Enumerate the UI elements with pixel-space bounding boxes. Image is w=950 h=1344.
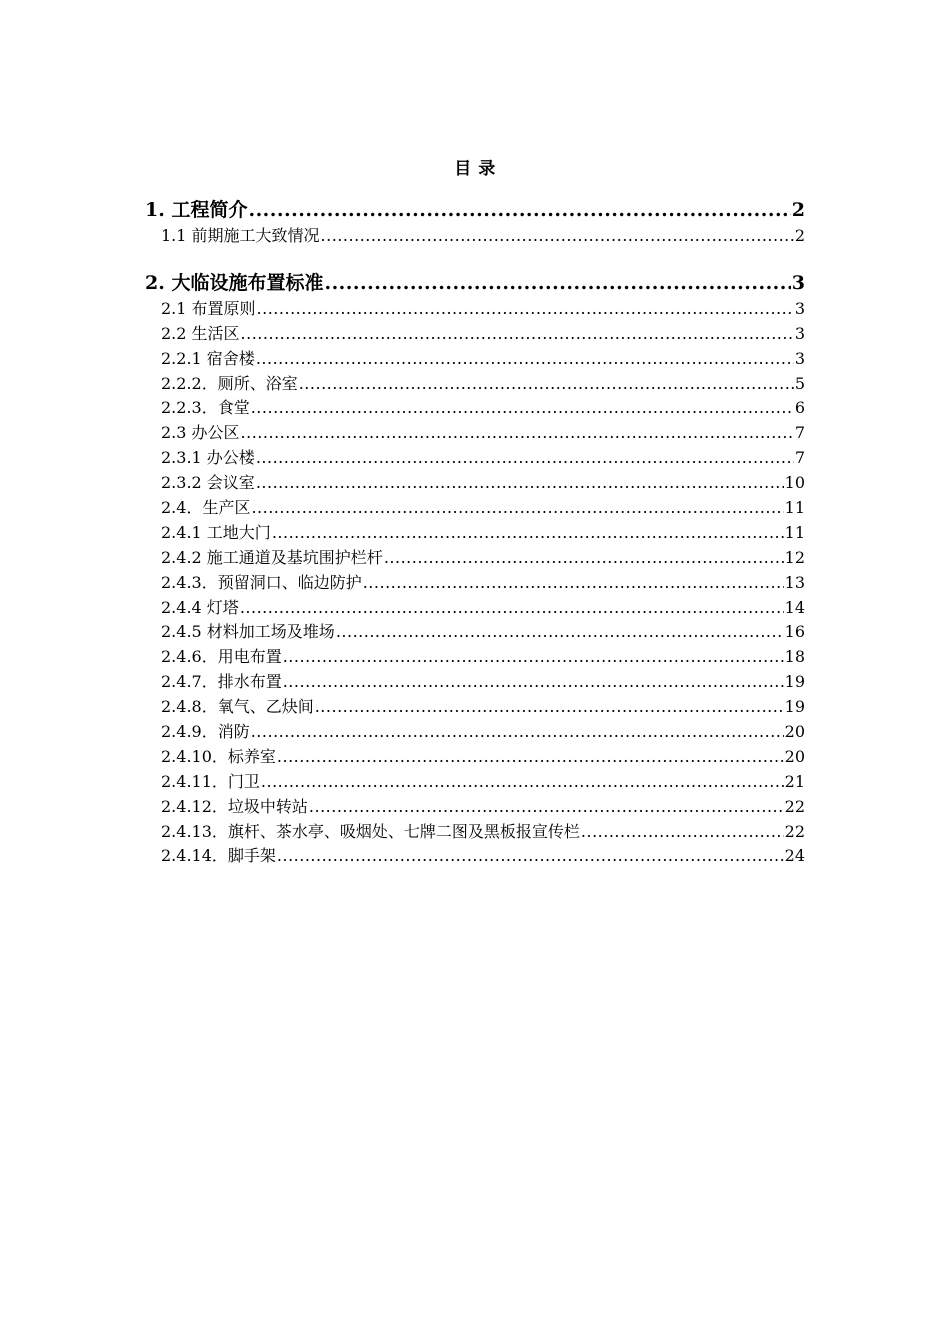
toc-entry-label: 2.2.1 宿舍楼 [161,348,255,368]
toc-page-number: 6 [794,398,805,418]
toc-page-number: 5 [794,373,805,393]
toc-entry-label: 2.4.12．垃圾中转站 [161,796,308,816]
toc-title: 目 录 [454,159,496,179]
toc-section-entry[interactable] [145,196,805,224]
dot-leader [581,820,784,845]
dot-leader [256,347,794,372]
toc-subsection-entry[interactable] [145,421,805,446]
toc-entry-label: 2.4.2 施工通道及基坑围护栏杆 [161,547,383,567]
toc-page-number: 19 [784,697,805,717]
toc-entry-label: 2.3.1 办公楼 [161,448,255,468]
dot-leader [251,496,783,521]
dot-leader [384,546,784,571]
dot-leader [336,620,784,645]
toc-entry-label: 2.2.2．厕所、浴室 [161,373,298,393]
toc-entry-label: 2.4.4 灯塔 [161,597,239,617]
toc-subsection-entry[interactable] [145,795,805,820]
toc-page-number: 16 [784,622,805,642]
toc-section-entry[interactable] [145,269,805,297]
toc-subsection-entry[interactable] [145,496,805,521]
dot-leader [363,571,784,596]
toc-page-number: 3 [794,323,805,343]
toc-subsection-entry[interactable] [145,670,805,695]
toc-subsection-entry[interactable] [145,297,805,322]
toc-page-number: 2 [794,226,805,245]
toc-subsection-entry[interactable] [145,471,805,496]
toc-entry-label: 2.1 布置原则 [161,298,256,318]
toc-page-number: 10 [784,473,805,493]
toc-page-number: 24 [784,846,805,866]
toc-page-number: 3 [794,298,805,318]
toc-entry-label: 1. 工程简介 [145,199,248,221]
dot-leader [261,770,784,795]
toc-page-number: 7 [794,448,805,468]
dot-leader [324,269,790,297]
toc-page-number: 7 [794,423,805,443]
toc-subsection-entry[interactable] [145,745,805,770]
toc-subsection-entry[interactable] [145,596,805,621]
toc-subsection-entry[interactable] [145,322,805,347]
toc-entry-label: 2.3 办公区 [161,423,240,443]
toc-subsection-entry[interactable] [145,446,805,471]
dot-leader [277,745,784,770]
toc-page-number: 18 [784,647,805,667]
toc-subsection-entry[interactable] [145,645,805,670]
dot-leader [251,396,794,421]
dot-leader [277,844,784,869]
toc-page-number: 11 [784,522,805,542]
toc-entry-label: 2. 大临设施布置标准 [145,271,324,294]
toc-entry-label: 2.3.2 会议室 [161,473,255,493]
toc-page-number: 20 [784,722,805,742]
dot-leader [241,322,794,347]
dot-leader [241,421,794,446]
toc-subsection-entry[interactable] [145,770,805,795]
toc-page-number: 22 [784,821,805,841]
toc-subsection-entry[interactable] [145,571,805,596]
toc-entry-label: 2.2.3．食堂 [161,398,250,418]
dot-leader [240,596,784,621]
toc-entry-label: 2.2 生活区 [161,323,240,343]
toc-subsection-entry[interactable] [145,620,805,645]
dot-leader [283,670,784,695]
toc-subsection-entry[interactable] [145,396,805,421]
dot-leader [309,795,784,820]
toc-subsection-entry[interactable] [145,820,805,845]
toc-page-number: 21 [784,771,805,791]
toc-page-number: 20 [784,746,805,766]
toc-page-number: 11 [784,498,805,518]
dot-leader [272,521,784,546]
toc-entry-label: 2.4.13．旗杆、茶水亭、吸烟处、七牌二图及黑板报宣传栏 [161,821,580,841]
toc-page-number: 13 [784,572,805,592]
toc-entry-label: 2.4.3．预留洞口、临边防护 [161,572,362,592]
toc-entry-label: 2.4.8．氧气、乙炔间 [161,697,314,717]
dot-leader [257,297,794,322]
toc-entry-label: 2.4．生产区 [161,498,251,518]
toc-subsection-entry[interactable] [145,521,805,546]
toc-subsection-entry[interactable] [145,720,805,745]
toc-page-number: 12 [784,547,805,567]
dot-leader [248,196,790,224]
toc-entry-label: 2.4.6．用电布置 [161,647,282,667]
toc-entry-label: 2.4.7．排水布置 [161,672,282,692]
dot-leader [251,720,784,745]
toc-subsection-entry[interactable] [145,844,805,869]
toc-page-number: 2 [791,199,805,221]
toc-subsection-entry[interactable] [145,546,805,571]
toc-subsection-entry[interactable] [145,347,805,372]
toc-page-number: 22 [784,796,805,816]
toc-entry-label: 2.4.11．门卫 [161,771,260,791]
dot-leader [256,446,794,471]
dot-leader [315,695,784,720]
toc-subsection-entry[interactable] [145,224,805,249]
toc-entry-label: 2.4.9．消防 [161,722,250,742]
dot-leader [299,372,794,397]
toc-entry-label: 2.4.14．脚手架 [161,846,276,866]
toc-entry-label: 2.4.1 工地大门 [161,522,271,542]
section-gap [145,249,805,269]
table-of-contents [145,196,805,869]
toc-page-number: 3 [791,271,805,294]
dot-leader [283,645,784,670]
toc-page-number: 3 [794,348,805,368]
toc-entry-label: 2.4.5 材料加工场及堆场 [161,622,335,642]
toc-page-number: 19 [784,672,805,692]
toc-subsection-entry[interactable] [145,372,805,397]
dot-leader [321,224,794,249]
toc-subsection-entry[interactable] [145,695,805,720]
toc-entry-label: 1.1 前期施工大致情况 [161,226,320,245]
toc-page-number: 14 [784,597,805,617]
toc-entry-label: 2.4.10．标养室 [161,746,276,766]
dot-leader [256,471,784,496]
